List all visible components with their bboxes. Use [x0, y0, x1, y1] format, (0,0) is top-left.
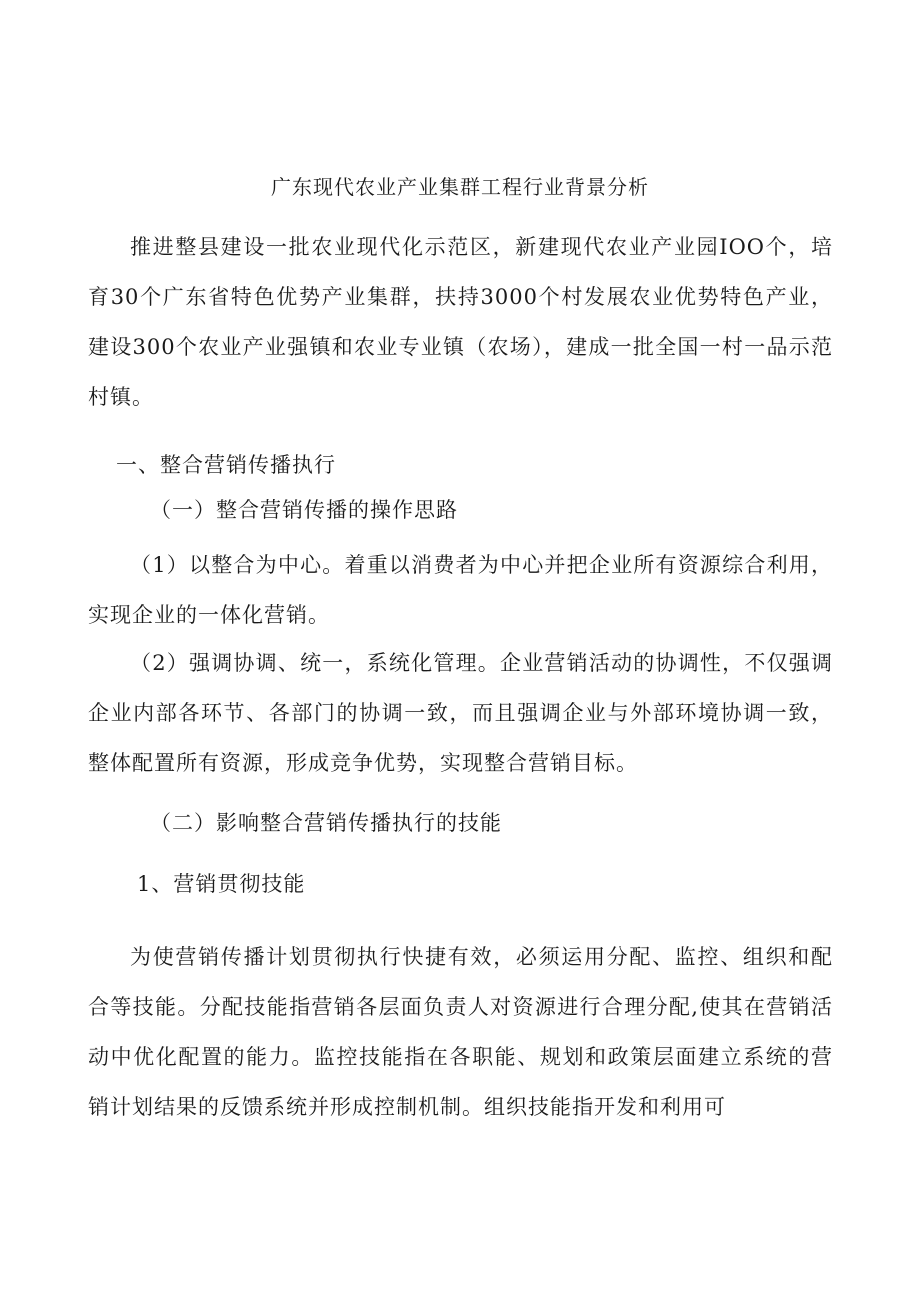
document-title: 广东现代农业产业集群工程行业背景分析 — [271, 175, 649, 199]
subsection-heading: （一）整合营销传播的操作思路 — [150, 498, 458, 522]
intro-paragraph: 推进整县建设一批农业现代化示范区，新建现代农业产业园IOO个，培育30个广东省特色优势产业集群，扶持3000个村发展农业优势特色产业，建设300个农业产业强镇和农业专业镇（农场），建成一批全国一村一品示范村镇。 — [88, 235, 833, 409]
point-paragraph: （1）以整合为中心。着重以消费者为中心并把企业所有资源综合利用，实现企业的一体化营销。 — [88, 553, 833, 627]
point-paragraph: （2）强调协调、统一，系统化管理。企业营销活动的协调性，不仅强调企业内部各环节、各部门的协调一致，而且强调企业与外部环境协调一致，整体配置所有资源，形成竞争优势，实现整合营销目标。 — [88, 651, 833, 775]
body-paragraph: 为使营销传播计划贯彻执行快捷有效，必须运用分配、监控、组织和配合等技能。分配技能指营销各层面负责人对资源进行合理分配,使其在营销活动中优化配置的能力。监控技能指在各职能、规划和政策层面建立系统的营销计划结果的反馈系统并形成控制机制。组织技能指开发和利用可 — [88, 945, 833, 1119]
subsection-heading: （二）影响整合营销传播执行的技能 — [150, 811, 502, 835]
section-heading: 一、整合营销传播执行 — [116, 453, 336, 477]
item-heading: 1、营销贯彻技能 — [137, 872, 306, 896]
